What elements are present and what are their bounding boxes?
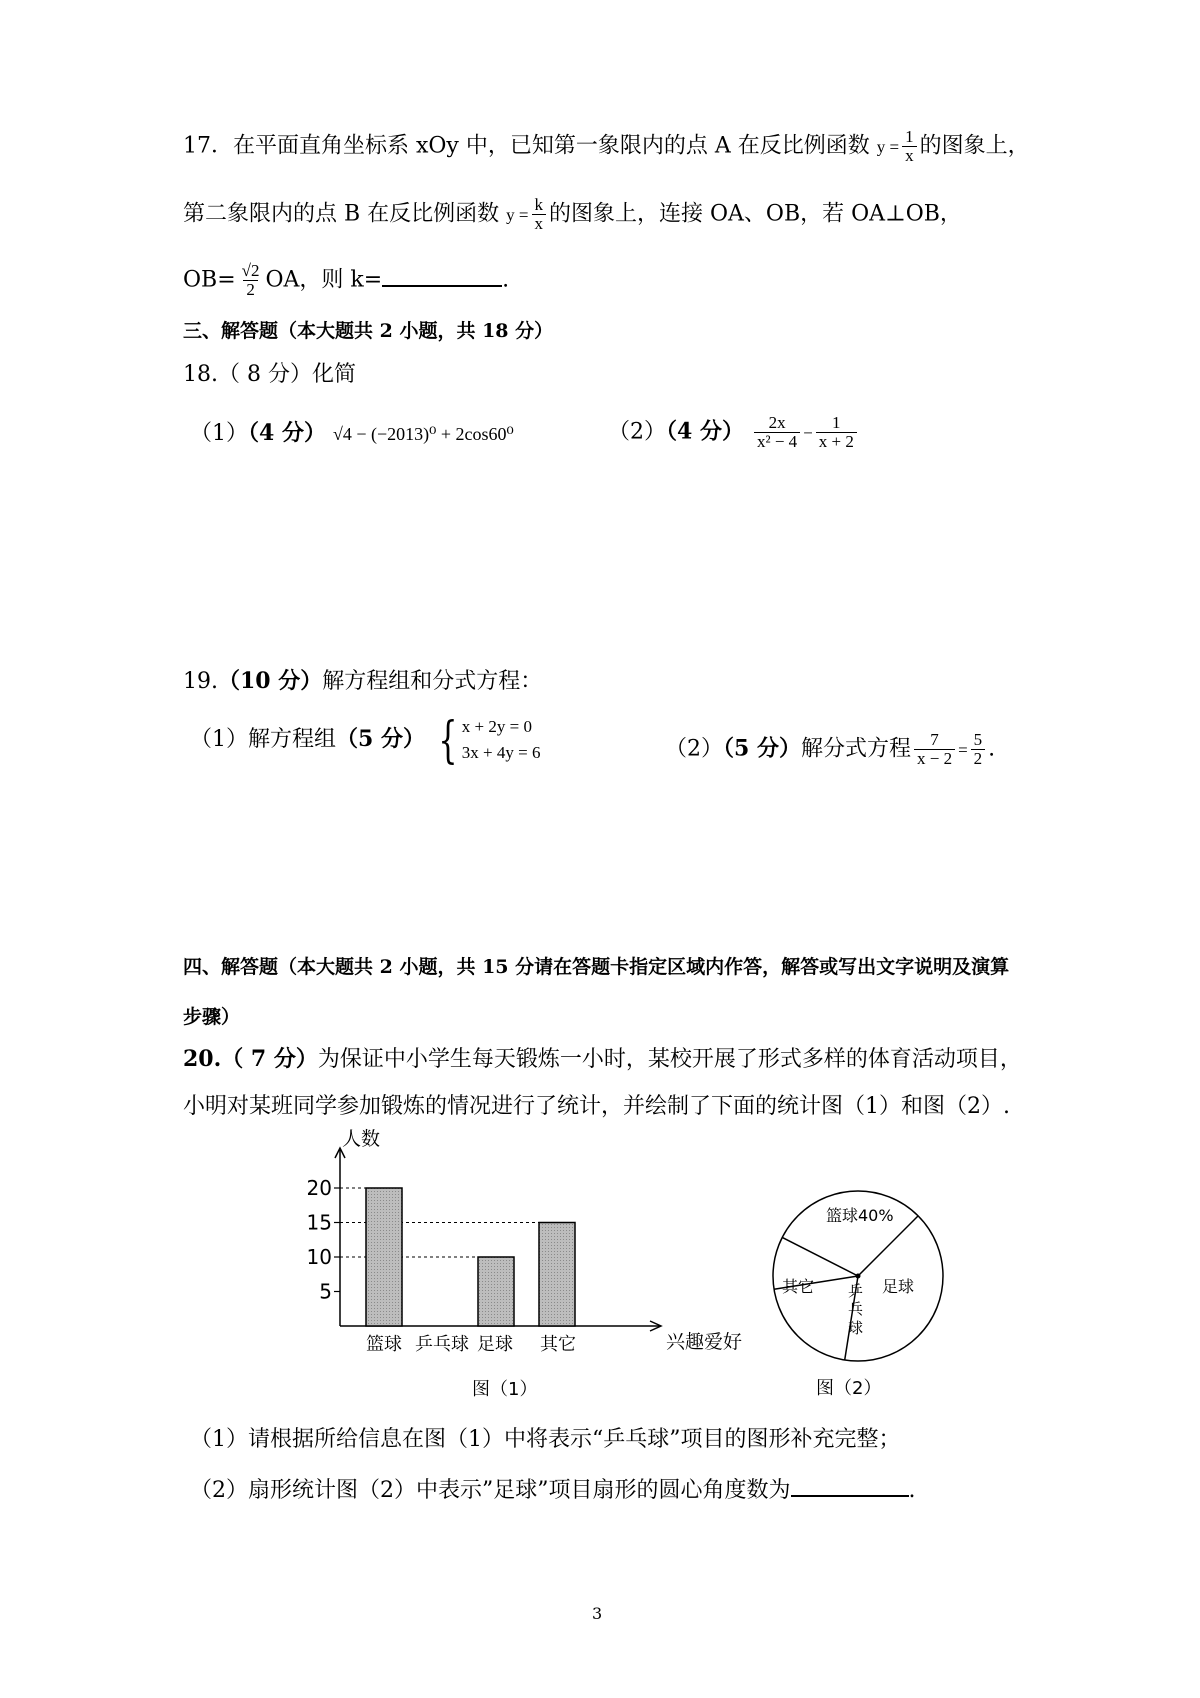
- bar-3: [539, 1223, 575, 1327]
- x-category-label-1: 乒乓球: [415, 1334, 469, 1355]
- pie-label-pingpong-2: 乓: [848, 1300, 864, 1318]
- section3-title: 三、解答题（本大题共 2 小题，共 18 分）: [183, 320, 554, 342]
- q20-sub2: （2）扇形统计图（2）中表示”足球”项目扇形的圆心角度数为 .: [190, 1478, 916, 1503]
- q17-fraction-1: $\frac{1}{x}$: [902, 128, 917, 165]
- page-number: 3: [592, 1604, 603, 1623]
- q19-fraction-2: $\frac{5}{2}$: [971, 731, 986, 768]
- q20-sub1: （1）请根据所给信息在图（1）中将表示“乒乓球”项目的图形补充完整；: [190, 1427, 901, 1452]
- y-axis-label: 人数: [342, 1128, 381, 1150]
- x-category-label-3: 其它: [540, 1334, 576, 1355]
- bar-chart: [306, 1128, 760, 1400]
- y-tick-label-20: 20: [306, 1176, 332, 1200]
- y-tick-label-15: 15: [306, 1210, 332, 1235]
- q19-title: 19.（10 分）解方程组和分式方程：: [183, 668, 543, 694]
- y-tick-label-5: 5: [319, 1279, 332, 1304]
- x-category-label-0: 篮球: [366, 1334, 402, 1355]
- bar-0: [366, 1188, 402, 1326]
- q18-part2: （2）（4 分） $\frac{2x}{\text{x² − 4}}$ − $\frac{1}{x + 2}$: [608, 414, 860, 451]
- q17-f1-lhs: y =: [876, 137, 900, 157]
- pie-label-other: 其它: [782, 1277, 815, 1296]
- q18-part1: （1）（4 分） √4 − (−2013)⁰ + 2cos60⁰: [190, 420, 514, 446]
- pie-label-pingpong-3: 球: [848, 1319, 864, 1337]
- q17-line3: OB= $\frac{√2}{2}$ OA，则 k= .: [183, 261, 510, 299]
- q17-answer-blank[interactable]: [382, 283, 502, 287]
- q17-line1-text: 17．在平面直角坐标系 xOy 中，已知第一象限内的点 A 在反比例函数: [183, 133, 870, 159]
- q17-fraction-sqrt2: $\frac{√2}{2}$: [241, 261, 260, 299]
- brace-icon: {: [438, 711, 458, 769]
- x-category-label-2: 足球: [477, 1334, 513, 1355]
- q17-line1: [183, 128, 1030, 165]
- x-axis-label: 兴趣爱好: [666, 1331, 743, 1353]
- q17-line1-end: 的图象上，: [919, 133, 1030, 159]
- pie-label-pingpong-1: 乒: [848, 1282, 864, 1300]
- section4-line2: 步骤）: [183, 1006, 241, 1028]
- pie-label-football: 足球: [882, 1277, 915, 1296]
- q20-line1: 20.（ 7 分）为保证中小学生每天锻炼一小时，某校开展了形式多样的体育活动项目，: [183, 1046, 1022, 1072]
- chart-title-1: 图（1）: [472, 1379, 538, 1400]
- pie-label-basketball: 篮球40%: [826, 1206, 894, 1225]
- q19-part1: （1）解方程组（5 分） { x + 2y = 0 3x + 4y = 6: [190, 711, 541, 769]
- pie-divider-3: [782, 1237, 858, 1276]
- q18-fraction-1: $\frac{2x}{\text{x² − 4}}$: [754, 414, 800, 451]
- pie-chart: [768, 1162, 948, 1402]
- q19-part2: （2）（5 分）解分式方程 $\frac{7}{x - 2}$ = $\frac{5}{2}$ .: [665, 730, 996, 768]
- q18-title: 18.（ 8 分）化简: [183, 362, 356, 387]
- y-tick-label-10: 10: [306, 1245, 332, 1269]
- chart-title-2: 图（2）: [816, 1378, 882, 1399]
- pie-center: [856, 1274, 861, 1279]
- bar-2: [478, 1257, 514, 1326]
- q17-fraction-2: $\frac{k}{x}$: [532, 196, 547, 233]
- q20-line2: 小明对某班同学参加锻炼的情况进行了统计，并绘制了下面的统计图（1）和图（2）.: [183, 1094, 1010, 1119]
- q17-line2: 第二象限内的点 B 在反比例函数 y = $\frac{k}{x}$ 的图象上，连接 OA、OB，若 OA⊥OB，: [183, 195, 962, 233]
- q19-equation-system: { x + 2y = 0 3x + 4y = 6: [438, 711, 541, 769]
- q20-answer-blank[interactable]: [791, 1493, 909, 1497]
- section4-line1: 四、解答题（本大题共 2 小题，共 15 分请在答题卡指定区域内作答，解答或写出文字说明及演算: [183, 956, 1010, 978]
- q18-p1-expression: √4 − (−2013)⁰ + 2cos60⁰: [332, 424, 514, 444]
- q18-fraction-2: $\frac{1}{x + 2}$: [816, 414, 857, 451]
- q19-fraction-1: $\frac{7}{x - 2}$: [914, 731, 955, 768]
